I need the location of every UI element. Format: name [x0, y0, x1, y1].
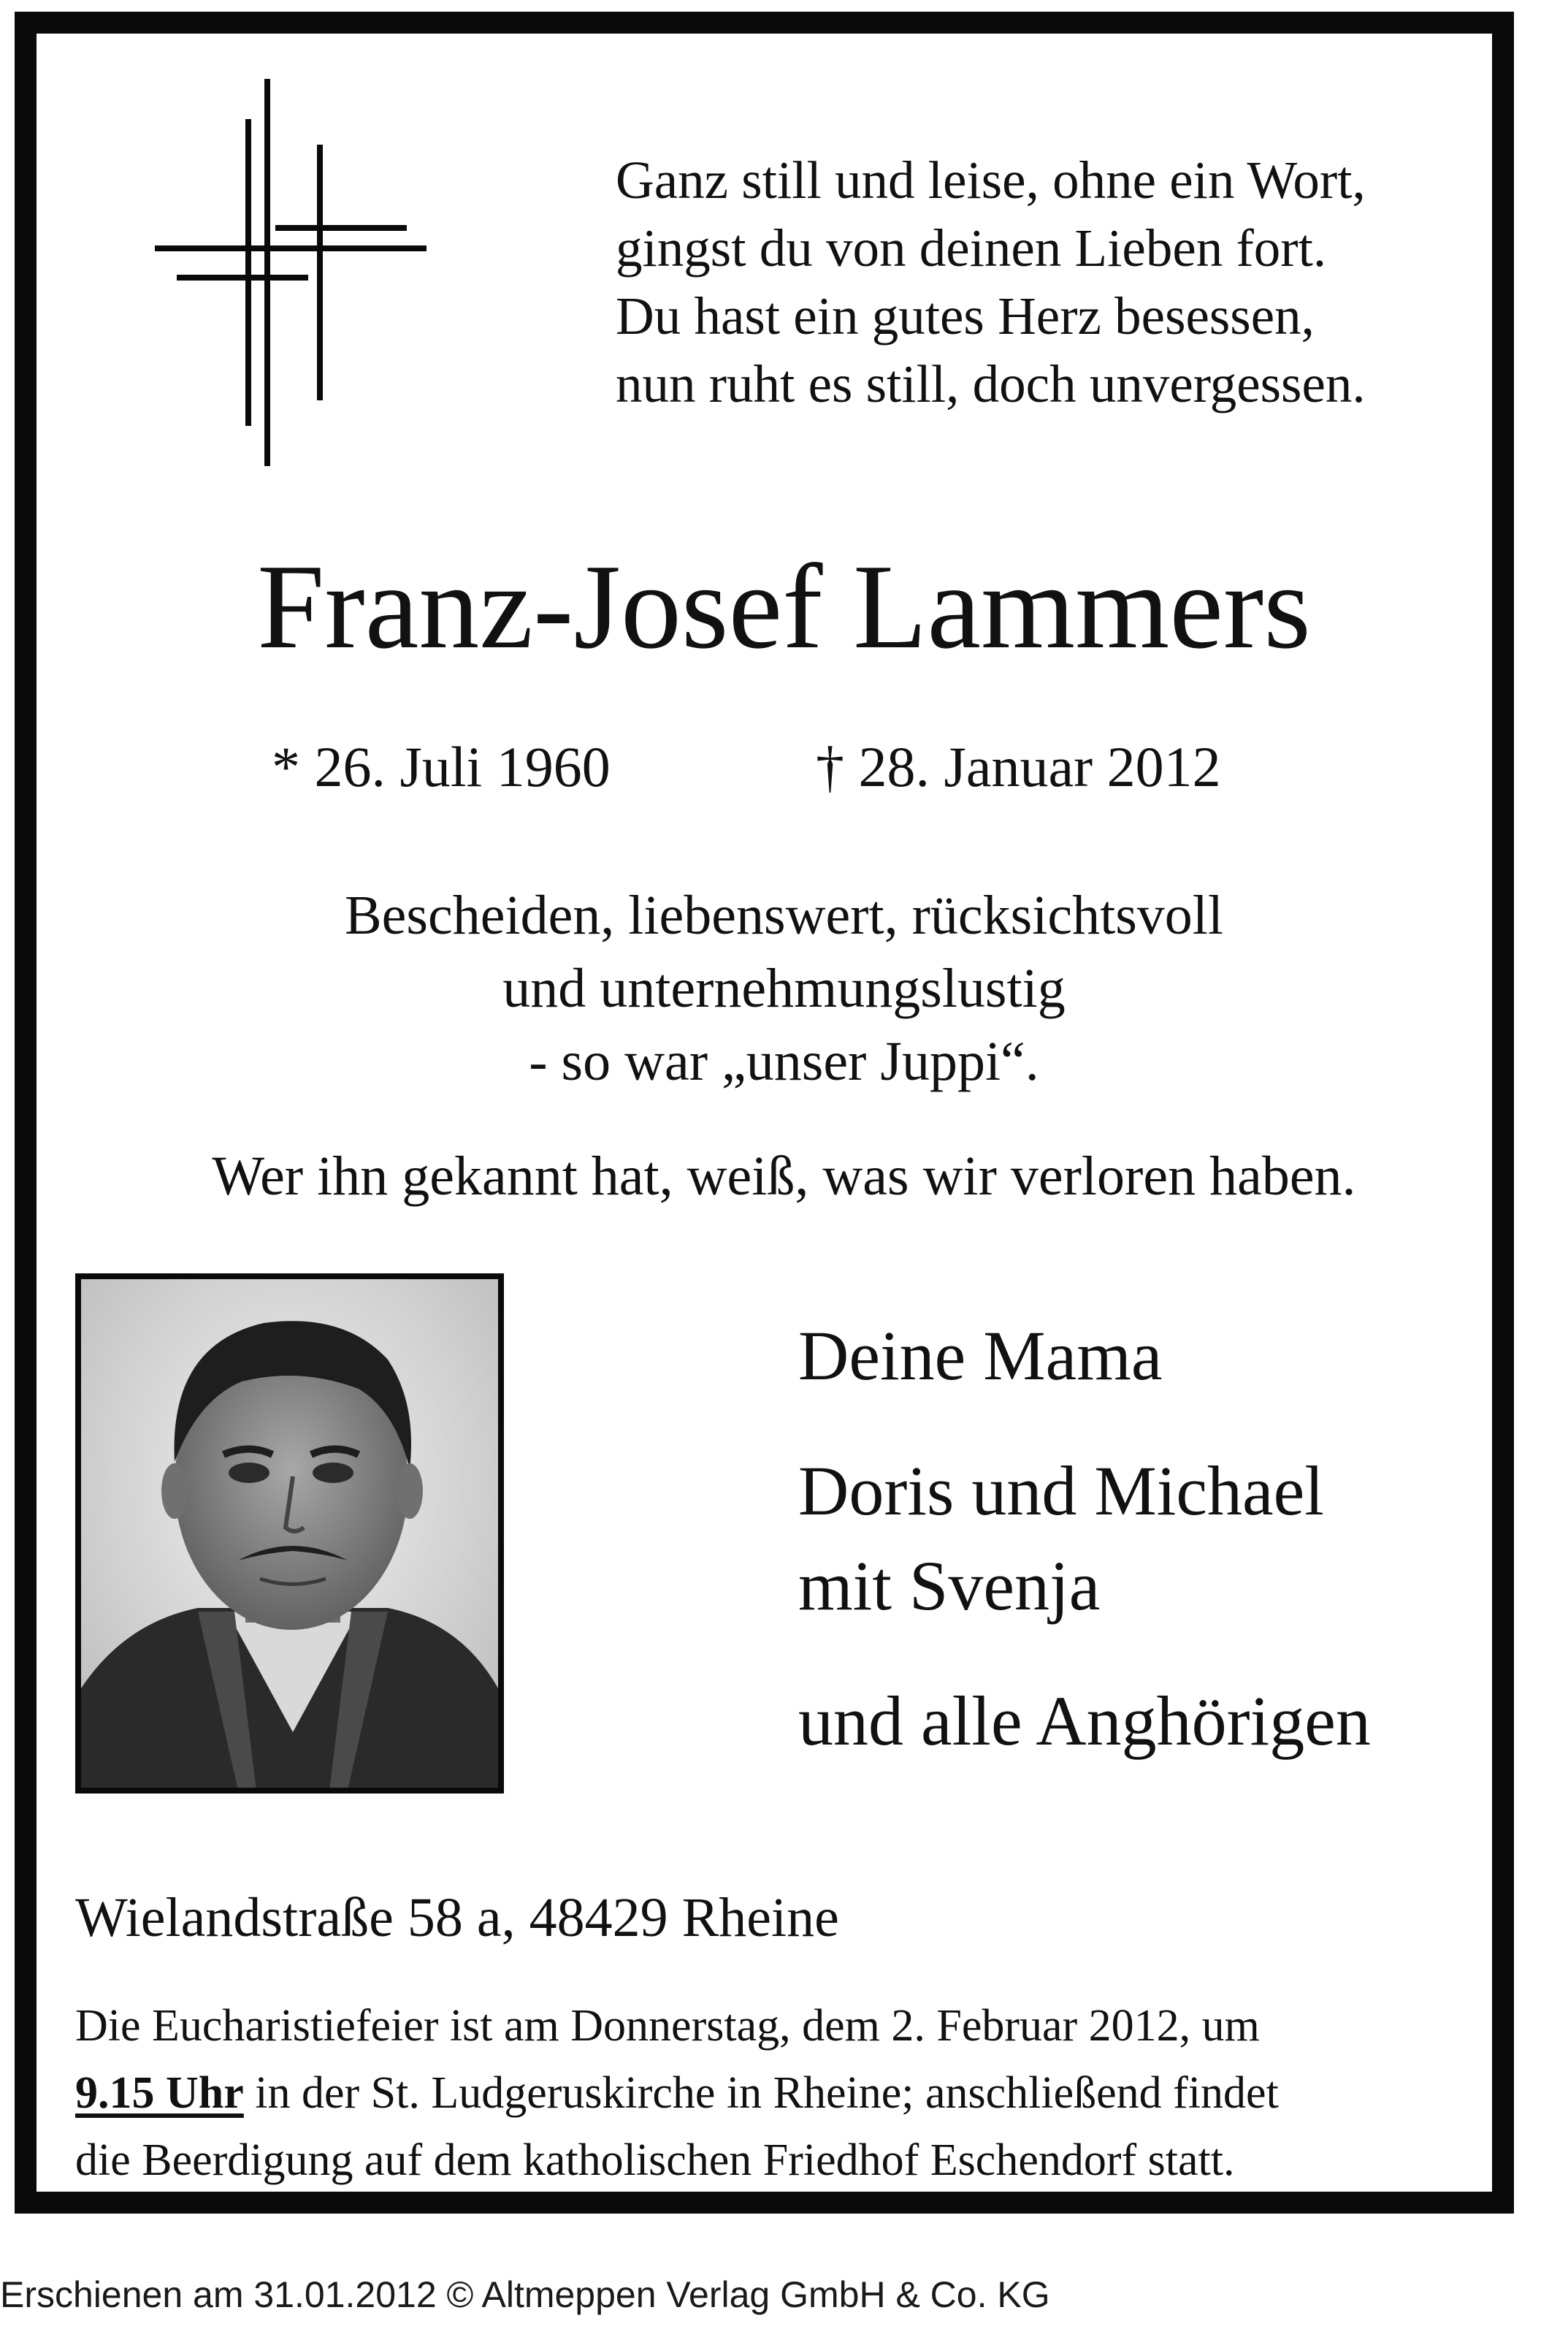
service-time: 9.15 Uhr: [75, 2068, 244, 2118]
deceased-name: Franz-Josef Lammers: [257, 539, 1311, 674]
characterization-line: und unternehmungslustig: [502, 958, 1066, 1019]
mourner-line: Deine Mama: [798, 1316, 1163, 1395]
mourner-line: und alle Anghörigen: [798, 1682, 1371, 1760]
portrait-illustration: [81, 1279, 498, 1788]
characterization-line: Bescheiden, liebenswert, rücksichtsvoll: [344, 885, 1223, 946]
mourner-line: mit Svenja: [798, 1547, 1101, 1625]
funeral-line: Die Eucharistiefeier ist am Donnerstag, dem 2. Februar 2012, um: [75, 2001, 1260, 2051]
family-address: Wielandstraße 58 a, 48429 Rheine: [75, 1887, 839, 1948]
poem: [616, 146, 1492, 418]
death-date: † 28. Januar 2012: [816, 735, 1221, 798]
funeral-line-rest: in der St. Ludgeruskirche in Rheine; anschließend findet: [243, 2068, 1279, 2118]
mourner-line: Doris und Michael: [798, 1452, 1324, 1530]
funeral-line: [75, 2059, 1499, 2127]
poem-line: gingst du von deinen Lieben fort.: [616, 218, 1327, 278]
funeral-line: die Beerdigung auf dem katholischen Friedhof Eschendorf statt.: [75, 2135, 1235, 2185]
birth-date: * 26. Juli 1960: [272, 735, 611, 798]
loss-statement: Wer ihn gekannt hat, weiß, was wir verloren haben.: [212, 1146, 1356, 1207]
portrait-photo: [75, 1273, 504, 1794]
characterization-line: - so war „unser Juppi“.: [529, 1031, 1039, 1092]
cross-icon: [155, 79, 432, 466]
poem-line: nun ruht es still, doch unvergessen.: [616, 354, 1366, 413]
poem-line: Ganz still und leise, ohne ein Wort,: [616, 150, 1366, 210]
funeral-info: [75, 1992, 1499, 2194]
poem-line: Du hast ein gutes Herz besessen,: [616, 286, 1315, 346]
characterization: [0, 879, 1568, 1098]
publisher-credit: Erschienen am 31.01.2012 © Altmeppen Verlag GmbH & Co. KG: [0, 2274, 1050, 2315]
